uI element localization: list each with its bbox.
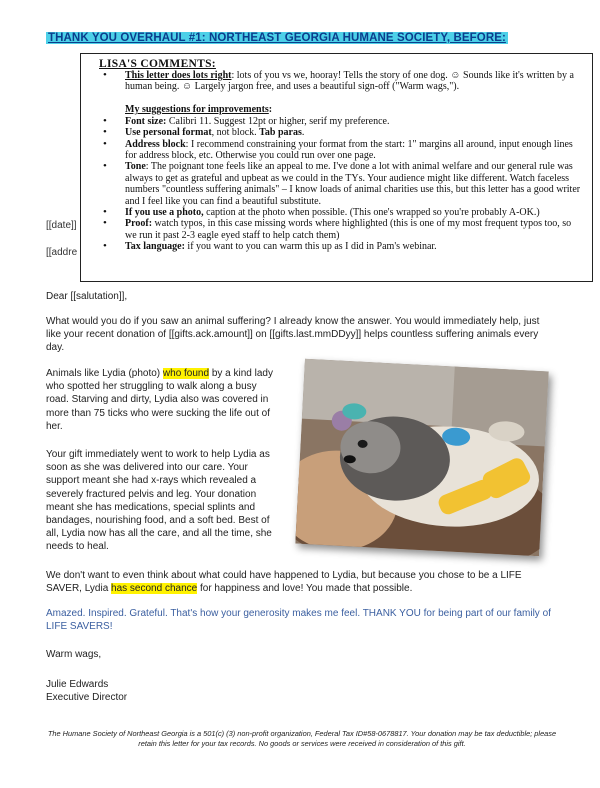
paragraph-4-text: We don't want to even think about what could have happened to Lydia, but because you chose to be a LIFE SAVER, Lydia <box>46 570 522 595</box>
paragraph-2 <box>46 367 274 433</box>
suggestion-lead: Tax language: <box>125 241 185 253</box>
suggestion-text: : The poignant tone feels like an appeal to me. I've done a lot with animal welfare and our general rule was always to get as grateful and upbeat as we could in the TYs. Your audience might like different. Watch faceless numbers "countless suffering animals" – I know loads of animal charities use this, but this letter has a good writer and I feel like you can find a beautiful substitute. <box>125 161 581 207</box>
suggestion-item <box>113 218 582 241</box>
comments-heading: LISA'S COMMENTS: <box>99 58 216 70</box>
suggestions-heading: My suggestions for improvements: <box>125 103 273 115</box>
dog-photo <box>295 359 548 557</box>
suggestion-lead: Font size: <box>125 115 167 127</box>
suggestion-lead: Tone <box>125 161 146 173</box>
suggestion-lead: Address block <box>125 138 186 150</box>
suggestion-text: if you want to you can warm this up as I did in Pam's webinar. <box>184 241 437 253</box>
suggestion-text: Calibri 11. Suggest 12pt or higher, serif my preference. <box>166 115 390 127</box>
suggestions-list <box>113 116 582 253</box>
tax-footer: The Humane Society of Northeast Georgia is a 501(c) (3) non-profit organization, Federal Tax ID#58-0678817. Your donation may be tax deductible; please retain this letter for your tax records. No goods or services were received in consideration of this gift. <box>47 729 557 748</box>
comment-item <box>113 70 582 93</box>
suggestion-item <box>113 241 582 252</box>
suggestion-lead: If you use a photo, <box>125 207 204 219</box>
suggestion-item <box>113 207 582 218</box>
comment-text: : lots of you vs we, hooray! Tells the story of one dog. ☺ Sounds like it's written by a human being. ☺ Largely jargon free, and uses a beautiful sign-off ("Warm wags,"). <box>125 70 574 93</box>
closing: Warm wags, <box>46 649 102 660</box>
typo-highlight: has second chance <box>111 583 198 595</box>
address-merge-field: [[addre <box>46 247 78 258</box>
paragraph-5: Amazed. Inspired. Grateful. That's how your generosity makes me feel. THANK YOU for being part of our family of LIFE SAVERS! <box>46 608 551 633</box>
suggestion-item <box>113 161 582 207</box>
salutation: Dear [[salutation]], <box>46 291 128 302</box>
paragraph-3: Your gift immediately went to work to help Lydia as soon as she was delivered into our care. Your support meant she had x-rays which revealed a severely fractured pelvis and leg. Your donation meant she has medications, special splints and bandages, nourishing food, and a soft bed. Best of all, Lydia now has all the care, and all the time, she needs to heal. <box>46 449 272 553</box>
suggestion-item <box>113 127 582 138</box>
paragraph-4-text: for happiness and love! You made that possible. <box>197 583 413 595</box>
signer-title: Executive Director <box>46 692 128 703</box>
suggestion-item <box>113 139 582 162</box>
paragraph-2-text: Animals like Lydia (photo) <box>46 368 163 379</box>
suggestion-text: , not block. <box>211 127 260 139</box>
paragraph-1: What would you do if you saw an animal suffering? I already know the answer. You would immediately help, just like your recent donation of [[gifts.ack.amount]] on [[gifts.last.mmDDyy]] helps countless suffering animals every day. <box>46 316 540 354</box>
suggestions-heading-text: My suggestions for improvements <box>125 103 269 115</box>
comment-lead: This letter does lots right <box>125 70 232 81</box>
suggestion-text: watch typos, in this case missing words where highlighted (this is one of my most frequent typos too, so we run it past 2-3 eagle eyed staff to help catch them) <box>125 218 572 241</box>
suggestion-lead: Tab paras <box>259 127 302 139</box>
suggestion-lead: Use personal format <box>125 127 212 139</box>
suggestion-text: : I recommend constraining your format from the start: 1" margins all around, input enough lines for address block, etc. Otherwise you could run over one page. <box>125 138 573 162</box>
typo-highlight: who found <box>162 368 210 379</box>
suggestion-text: caption at the photo when possible. (This one's wrapped so you're probably A-OK.) <box>203 207 540 219</box>
suggestion-lead: Proof: <box>125 218 153 230</box>
signer-name: Julie Edwards <box>46 679 109 690</box>
suggestion-text: . <box>301 127 305 139</box>
dog-photo-illustration <box>295 359 548 557</box>
comments-first-list <box>113 70 582 93</box>
date-merge-field: [[date]] <box>46 220 77 231</box>
suggestion-item <box>113 116 582 127</box>
document-title: THANK YOU OVERHAUL #1: NORTHEAST GEORGIA HUMANE SOCIETY, BEFORE: <box>48 32 506 44</box>
paragraph-2-text: by a kind lady who spotted her struggling to walk along a busy road. Starving and dirty, Lydia also was covered in more than 75 ticks who were sucking the life out of her. <box>46 368 273 432</box>
paragraph-4 <box>46 569 556 595</box>
comments-box <box>80 53 593 282</box>
